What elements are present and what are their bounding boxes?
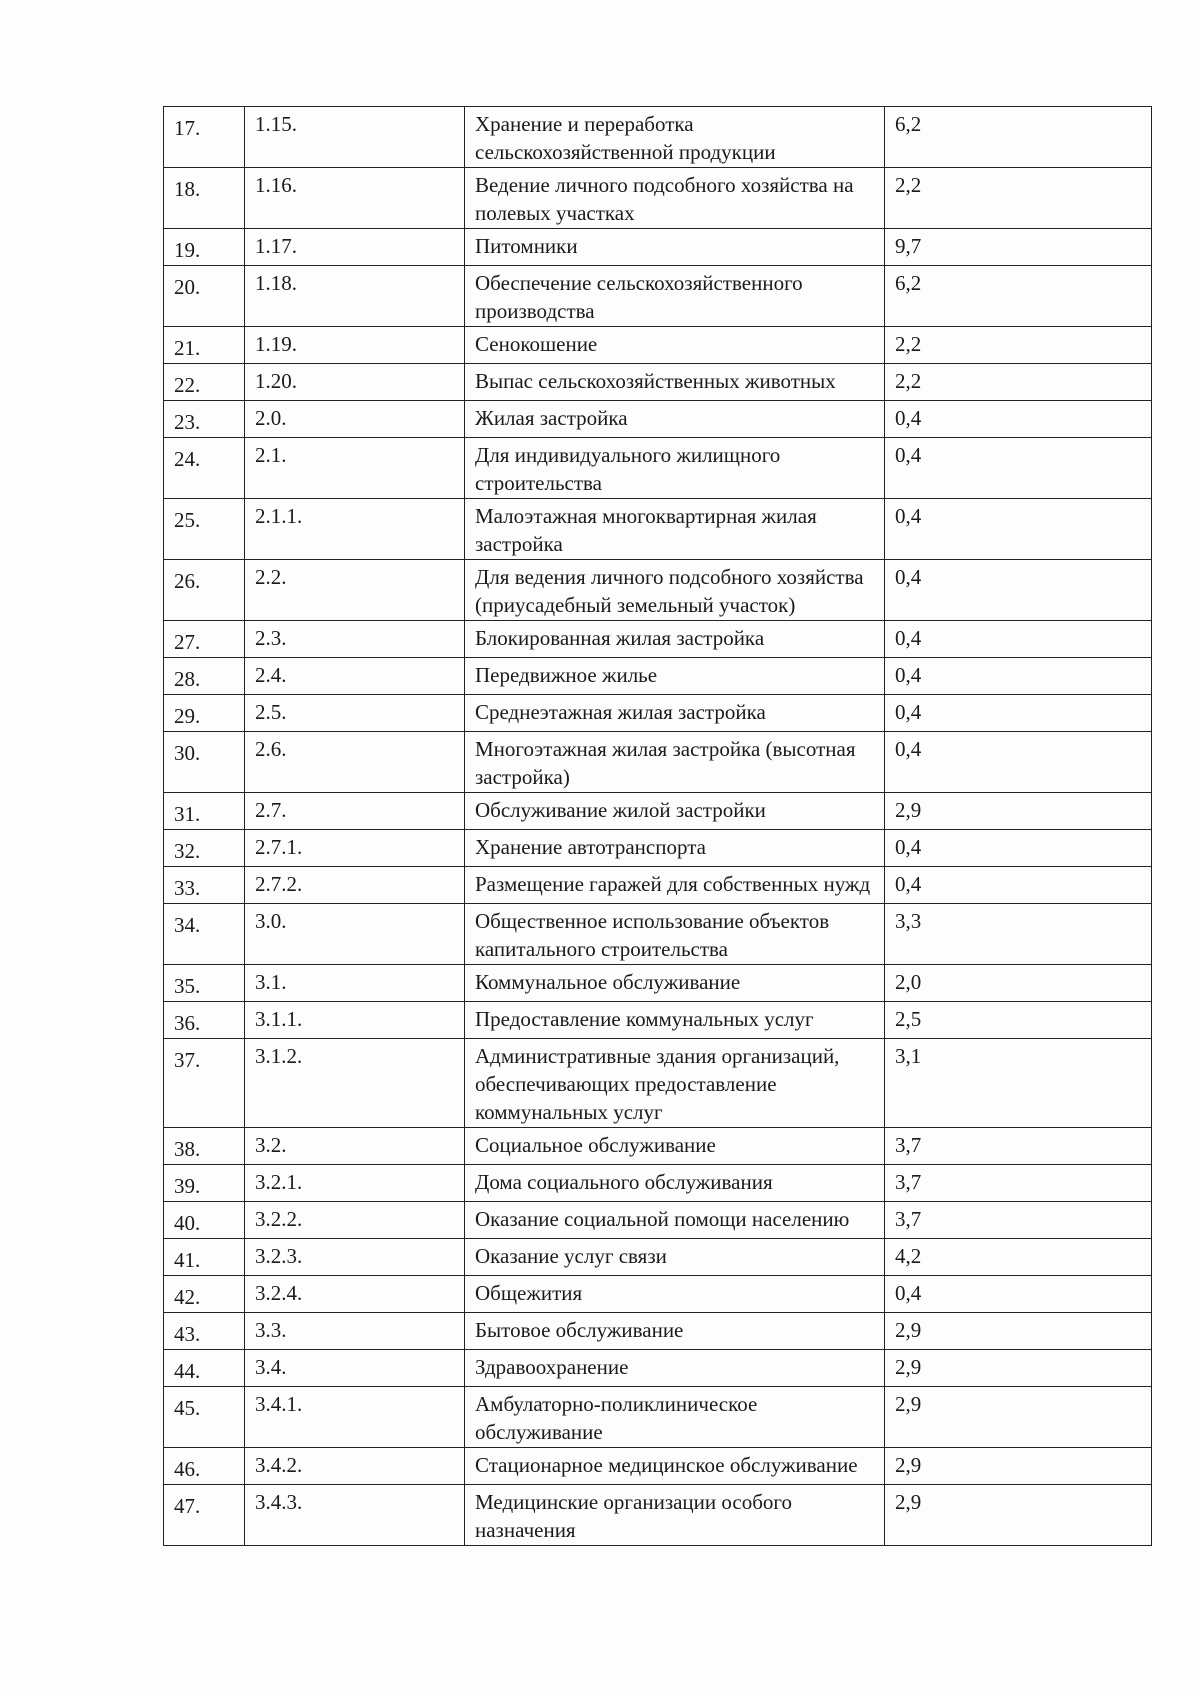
code-cell: [245, 1165, 465, 1202]
value-cell: [885, 1485, 1152, 1546]
use-code: 2.7.: [255, 798, 287, 822]
use-code: 2.7.2.: [255, 872, 303, 896]
name-cell: [465, 1239, 885, 1276]
row-number-cell: [164, 364, 245, 401]
use-code: 3.4.: [255, 1355, 287, 1379]
use-code: 3.4.2.: [255, 1453, 303, 1477]
row-number: 35.: [174, 974, 201, 998]
use-name: Медицинские организации особого назначения: [475, 1490, 793, 1542]
name-cell: [465, 1485, 885, 1546]
use-name: Многоэтажная жилая застройка (высотная застройка): [475, 737, 856, 789]
table-body: [164, 107, 1152, 1546]
use-code: 1.17.: [255, 234, 297, 258]
row-number-cell: [164, 1448, 245, 1485]
coefficient-value: 2,5: [895, 1007, 922, 1031]
use-name: Общежития: [475, 1281, 583, 1305]
row-number: 45.: [174, 1396, 201, 1420]
row-number-cell: [164, 327, 245, 364]
row-number: 24.: [174, 447, 201, 471]
name-cell: [465, 560, 885, 621]
value-cell: [885, 401, 1152, 438]
name-cell: [465, 229, 885, 266]
name-cell: [465, 401, 885, 438]
row-number: 27.: [174, 630, 201, 654]
use-code: 1.20.: [255, 369, 297, 393]
name-cell: [465, 658, 885, 695]
value-cell: [885, 830, 1152, 867]
name-cell: [465, 438, 885, 499]
table-row: [164, 793, 1152, 830]
value-cell: [885, 229, 1152, 266]
use-code: 3.2.4.: [255, 1281, 303, 1305]
row-number: 30.: [174, 741, 201, 765]
name-cell: [465, 965, 885, 1002]
value-cell: [885, 1165, 1152, 1202]
value-cell: [885, 1039, 1152, 1128]
code-cell: [245, 904, 465, 965]
use-code: 1.19.: [255, 332, 297, 356]
value-cell: [885, 327, 1152, 364]
use-name: Среднеэтажная жилая застройка: [475, 700, 766, 724]
coefficient-value: 2,0: [895, 970, 922, 994]
code-cell: [245, 1350, 465, 1387]
coefficient-value: 4,2: [895, 1244, 922, 1268]
row-number-cell: [164, 107, 245, 168]
code-cell: [245, 1002, 465, 1039]
use-name: Оказание социальной помощи населению: [475, 1207, 850, 1231]
row-number-cell: [164, 830, 245, 867]
row-number-cell: [164, 1002, 245, 1039]
value-cell: [885, 560, 1152, 621]
row-number: 25.: [174, 508, 201, 532]
coefficient-value: 2,2: [895, 332, 922, 356]
code-cell: [245, 1485, 465, 1546]
code-cell: [245, 621, 465, 658]
code-cell: [245, 327, 465, 364]
name-cell: [465, 1350, 885, 1387]
table-row: [164, 1448, 1152, 1485]
row-number-cell: [164, 1350, 245, 1387]
row-number: 32.: [174, 839, 201, 863]
use-code: 2.3.: [255, 626, 287, 650]
table-row: [164, 107, 1152, 168]
value-cell: [885, 732, 1152, 793]
table-row: [164, 499, 1152, 560]
name-cell: [465, 1313, 885, 1350]
use-code: 3.2.3.: [255, 1244, 303, 1268]
use-code: 2.5.: [255, 700, 287, 724]
row-number: 23.: [174, 410, 201, 434]
row-number: 22.: [174, 373, 201, 397]
code-cell: [245, 168, 465, 229]
value-cell: [885, 904, 1152, 965]
coefficient-value: 0,4: [895, 1281, 922, 1305]
name-cell: [465, 793, 885, 830]
coefficient-value: 0,4: [895, 663, 922, 687]
use-name: Ведение личного подсобного хозяйства на полевых участках: [475, 173, 854, 225]
use-code: 3.2.1.: [255, 1170, 303, 1194]
name-cell: [465, 364, 885, 401]
table-row: [164, 168, 1152, 229]
row-number: 31.: [174, 802, 201, 826]
use-code: 3.2.: [255, 1133, 287, 1157]
code-cell: [245, 1239, 465, 1276]
code-cell: [245, 438, 465, 499]
code-cell: [245, 1202, 465, 1239]
row-number-cell: [164, 1128, 245, 1165]
row-number: 41.: [174, 1248, 201, 1272]
use-name: Питомники: [475, 234, 578, 258]
row-number: 34.: [174, 913, 201, 937]
coefficient-value: 2,9: [895, 1355, 922, 1379]
use-name: Стационарное медицинское обслуживание: [475, 1453, 858, 1477]
row-number: 21.: [174, 336, 201, 360]
value-cell: [885, 168, 1152, 229]
coefficient-value: 2,9: [895, 1392, 922, 1416]
use-name: Бытовое обслуживание: [475, 1318, 684, 1342]
use-name: Дома социального обслуживания: [475, 1170, 773, 1194]
table-row: [164, 327, 1152, 364]
use-code: 3.4.1.: [255, 1392, 303, 1416]
use-name: Для ведения личного подсобного хозяйства (приусадебный земельный участок): [475, 565, 864, 617]
value-cell: [885, 1128, 1152, 1165]
name-cell: [465, 1128, 885, 1165]
coefficient-value: 2,2: [895, 369, 922, 393]
value-cell: [885, 695, 1152, 732]
name-cell: [465, 867, 885, 904]
row-number: 47.: [174, 1494, 201, 1518]
name-cell: [465, 499, 885, 560]
code-cell: [245, 658, 465, 695]
value-cell: [885, 1448, 1152, 1485]
coefficient-value: 6,2: [895, 271, 922, 295]
row-number-cell: [164, 229, 245, 266]
value-cell: [885, 1313, 1152, 1350]
row-number: 42.: [174, 1285, 201, 1309]
code-cell: [245, 830, 465, 867]
value-cell: [885, 107, 1152, 168]
coefficient-value: 2,9: [895, 1318, 922, 1342]
row-number: 46.: [174, 1457, 201, 1481]
use-code: 3.1.2.: [255, 1044, 303, 1068]
value-cell: [885, 266, 1152, 327]
value-cell: [885, 1239, 1152, 1276]
row-number-cell: [164, 658, 245, 695]
use-code: 2.4.: [255, 663, 287, 687]
value-cell: [885, 438, 1152, 499]
table-row: [164, 965, 1152, 1002]
name-cell: [465, 1039, 885, 1128]
row-number-cell: [164, 1313, 245, 1350]
row-number: 44.: [174, 1359, 201, 1383]
table-row: [164, 621, 1152, 658]
table-row: [164, 1485, 1152, 1546]
value-cell: [885, 965, 1152, 1002]
table-row: [164, 1165, 1152, 1202]
table-row: [164, 1128, 1152, 1165]
row-number-cell: [164, 438, 245, 499]
use-name: Блокированная жилая застройка: [475, 626, 765, 650]
code-cell: [245, 965, 465, 1002]
code-cell: [245, 560, 465, 621]
coefficient-value: 2,9: [895, 1490, 922, 1514]
use-name: Общественное использование объектов капитального строительства: [475, 909, 830, 961]
table-row: [164, 560, 1152, 621]
coefficient-value: 6,2: [895, 112, 922, 136]
use-name: Хранение и переработка сельскохозяйственной продукции: [475, 112, 776, 164]
value-cell: [885, 793, 1152, 830]
code-cell: [245, 1448, 465, 1485]
row-number-cell: [164, 732, 245, 793]
code-cell: [245, 499, 465, 560]
row-number-cell: [164, 1276, 245, 1313]
coefficient-value: 2,2: [895, 173, 922, 197]
table-row: [164, 904, 1152, 965]
use-code: 2.2.: [255, 565, 287, 589]
table-row: [164, 1387, 1152, 1448]
use-name: Оказание услуг связи: [475, 1244, 667, 1268]
table-row: [164, 1039, 1152, 1128]
use-name: Хранение автотранспорта: [475, 835, 706, 859]
row-number-cell: [164, 401, 245, 438]
row-number-cell: [164, 1239, 245, 1276]
code-cell: [245, 364, 465, 401]
table-row: [164, 695, 1152, 732]
row-number-cell: [164, 904, 245, 965]
value-cell: [885, 499, 1152, 560]
table-row: [164, 364, 1152, 401]
row-number-cell: [164, 867, 245, 904]
row-number: 40.: [174, 1211, 201, 1235]
code-cell: [245, 1387, 465, 1448]
use-name: Выпас сельскохозяйственных животных: [475, 369, 836, 393]
code-cell: [245, 107, 465, 168]
value-cell: [885, 1350, 1152, 1387]
code-cell: [245, 1276, 465, 1313]
code-cell: [245, 732, 465, 793]
name-cell: [465, 1448, 885, 1485]
use-name: Амбулаторно-поликлиническое обслуживание: [475, 1392, 758, 1444]
row-number: 33.: [174, 876, 201, 900]
land-use-table: [163, 106, 1152, 1546]
table-row: [164, 1313, 1152, 1350]
value-cell: [885, 621, 1152, 658]
row-number: 39.: [174, 1174, 201, 1198]
use-name: Размещение гаражей для собственных нужд: [475, 872, 871, 896]
row-number-cell: [164, 1039, 245, 1128]
use-name: Для индивидуального жилищного строительства: [475, 443, 781, 495]
row-number-cell: [164, 499, 245, 560]
use-name: Административные здания организаций, обеспечивающих предоставление коммунальных услуг: [475, 1044, 840, 1124]
coefficient-value: 0,4: [895, 835, 922, 859]
name-cell: [465, 1002, 885, 1039]
value-cell: [885, 658, 1152, 695]
use-name: Жилая застройка: [475, 406, 628, 430]
code-cell: [245, 229, 465, 266]
name-cell: [465, 1276, 885, 1313]
coefficient-value: 3,1: [895, 1044, 922, 1068]
name-cell: [465, 732, 885, 793]
table-row: [164, 867, 1152, 904]
name-cell: [465, 107, 885, 168]
row-number: 37.: [174, 1048, 201, 1072]
row-number-cell: [164, 1485, 245, 1546]
name-cell: [465, 830, 885, 867]
use-name: Малоэтажная многоквартирная жилая застройка: [475, 504, 817, 556]
use-name: Здравоохранение: [475, 1355, 629, 1379]
table-row: [164, 1239, 1152, 1276]
row-number-cell: [164, 560, 245, 621]
row-number: 20.: [174, 275, 201, 299]
table-row: [164, 1202, 1152, 1239]
coefficient-value: 0,4: [895, 406, 922, 430]
use-code: 1.15.: [255, 112, 297, 136]
use-code: 3.2.2.: [255, 1207, 303, 1231]
code-cell: [245, 266, 465, 327]
use-code: 3.1.1.: [255, 1007, 303, 1031]
coefficient-value: 0,4: [895, 872, 922, 896]
table-row: [164, 830, 1152, 867]
row-number-cell: [164, 1165, 245, 1202]
use-name: Обслуживание жилой застройки: [475, 798, 766, 822]
table-row: [164, 1276, 1152, 1313]
coefficient-value: 0,4: [895, 737, 922, 761]
use-name: Передвижное жилье: [475, 663, 658, 687]
row-number: 19.: [174, 238, 201, 262]
table-row: [164, 401, 1152, 438]
code-cell: [245, 1039, 465, 1128]
use-name: Предоставление коммунальных услуг: [475, 1007, 814, 1031]
use-code: 1.16.: [255, 173, 297, 197]
name-cell: [465, 1202, 885, 1239]
use-code: 3.0.: [255, 909, 287, 933]
table-row: [164, 438, 1152, 499]
row-number: 26.: [174, 569, 201, 593]
row-number: 43.: [174, 1322, 201, 1346]
coefficient-value: 9,7: [895, 234, 922, 258]
code-cell: [245, 1128, 465, 1165]
row-number: 17.: [174, 116, 201, 140]
value-cell: [885, 867, 1152, 904]
use-code: 3.4.3.: [255, 1490, 303, 1514]
coefficient-value: 3,7: [895, 1207, 922, 1231]
value-cell: [885, 1276, 1152, 1313]
name-cell: [465, 266, 885, 327]
use-name: Коммунальное обслуживание: [475, 970, 741, 994]
table-row: [164, 732, 1152, 793]
name-cell: [465, 1387, 885, 1448]
row-number: 18.: [174, 177, 201, 201]
row-number-cell: [164, 621, 245, 658]
use-name: Социальное обслуживание: [475, 1133, 716, 1157]
row-number-cell: [164, 793, 245, 830]
row-number: 36.: [174, 1011, 201, 1035]
coefficient-value: 0,4: [895, 626, 922, 650]
use-code: 3.3.: [255, 1318, 287, 1342]
value-cell: [885, 364, 1152, 401]
coefficient-value: 2,9: [895, 798, 922, 822]
name-cell: [465, 621, 885, 658]
row-number-cell: [164, 1387, 245, 1448]
code-cell: [245, 1313, 465, 1350]
value-cell: [885, 1002, 1152, 1039]
table-row: [164, 658, 1152, 695]
coefficient-value: 0,4: [895, 565, 922, 589]
coefficient-value: 0,4: [895, 504, 922, 528]
use-code: 2.7.1.: [255, 835, 303, 859]
coefficient-value: 0,4: [895, 700, 922, 724]
coefficient-value: 3,3: [895, 909, 922, 933]
table-row: [164, 1350, 1152, 1387]
name-cell: [465, 168, 885, 229]
value-cell: [885, 1387, 1152, 1448]
row-number-cell: [164, 1202, 245, 1239]
row-number-cell: [164, 266, 245, 327]
table-row: [164, 1002, 1152, 1039]
row-number-cell: [164, 965, 245, 1002]
table-row: [164, 229, 1152, 266]
name-cell: [465, 695, 885, 732]
use-code: 2.0.: [255, 406, 287, 430]
row-number-cell: [164, 695, 245, 732]
table-row: [164, 266, 1152, 327]
use-code: 3.1.: [255, 970, 287, 994]
code-cell: [245, 867, 465, 904]
coefficient-value: 3,7: [895, 1170, 922, 1194]
code-cell: [245, 401, 465, 438]
coefficient-value: 3,7: [895, 1133, 922, 1157]
value-cell: [885, 1202, 1152, 1239]
name-cell: [465, 904, 885, 965]
name-cell: [465, 1165, 885, 1202]
use-code: 2.6.: [255, 737, 287, 761]
use-code: 2.1.: [255, 443, 287, 467]
use-name: Обеспечение сельскохозяйственного производства: [475, 271, 803, 323]
coefficient-value: 2,9: [895, 1453, 922, 1477]
row-number: 38.: [174, 1137, 201, 1161]
use-code: 1.18.: [255, 271, 297, 295]
coefficient-value: 0,4: [895, 443, 922, 467]
code-cell: [245, 793, 465, 830]
name-cell: [465, 327, 885, 364]
row-number: 28.: [174, 667, 201, 691]
row-number-cell: [164, 168, 245, 229]
use-code: 2.1.1.: [255, 504, 303, 528]
code-cell: [245, 695, 465, 732]
use-name: Сенокошение: [475, 332, 598, 356]
row-number: 29.: [174, 704, 201, 728]
